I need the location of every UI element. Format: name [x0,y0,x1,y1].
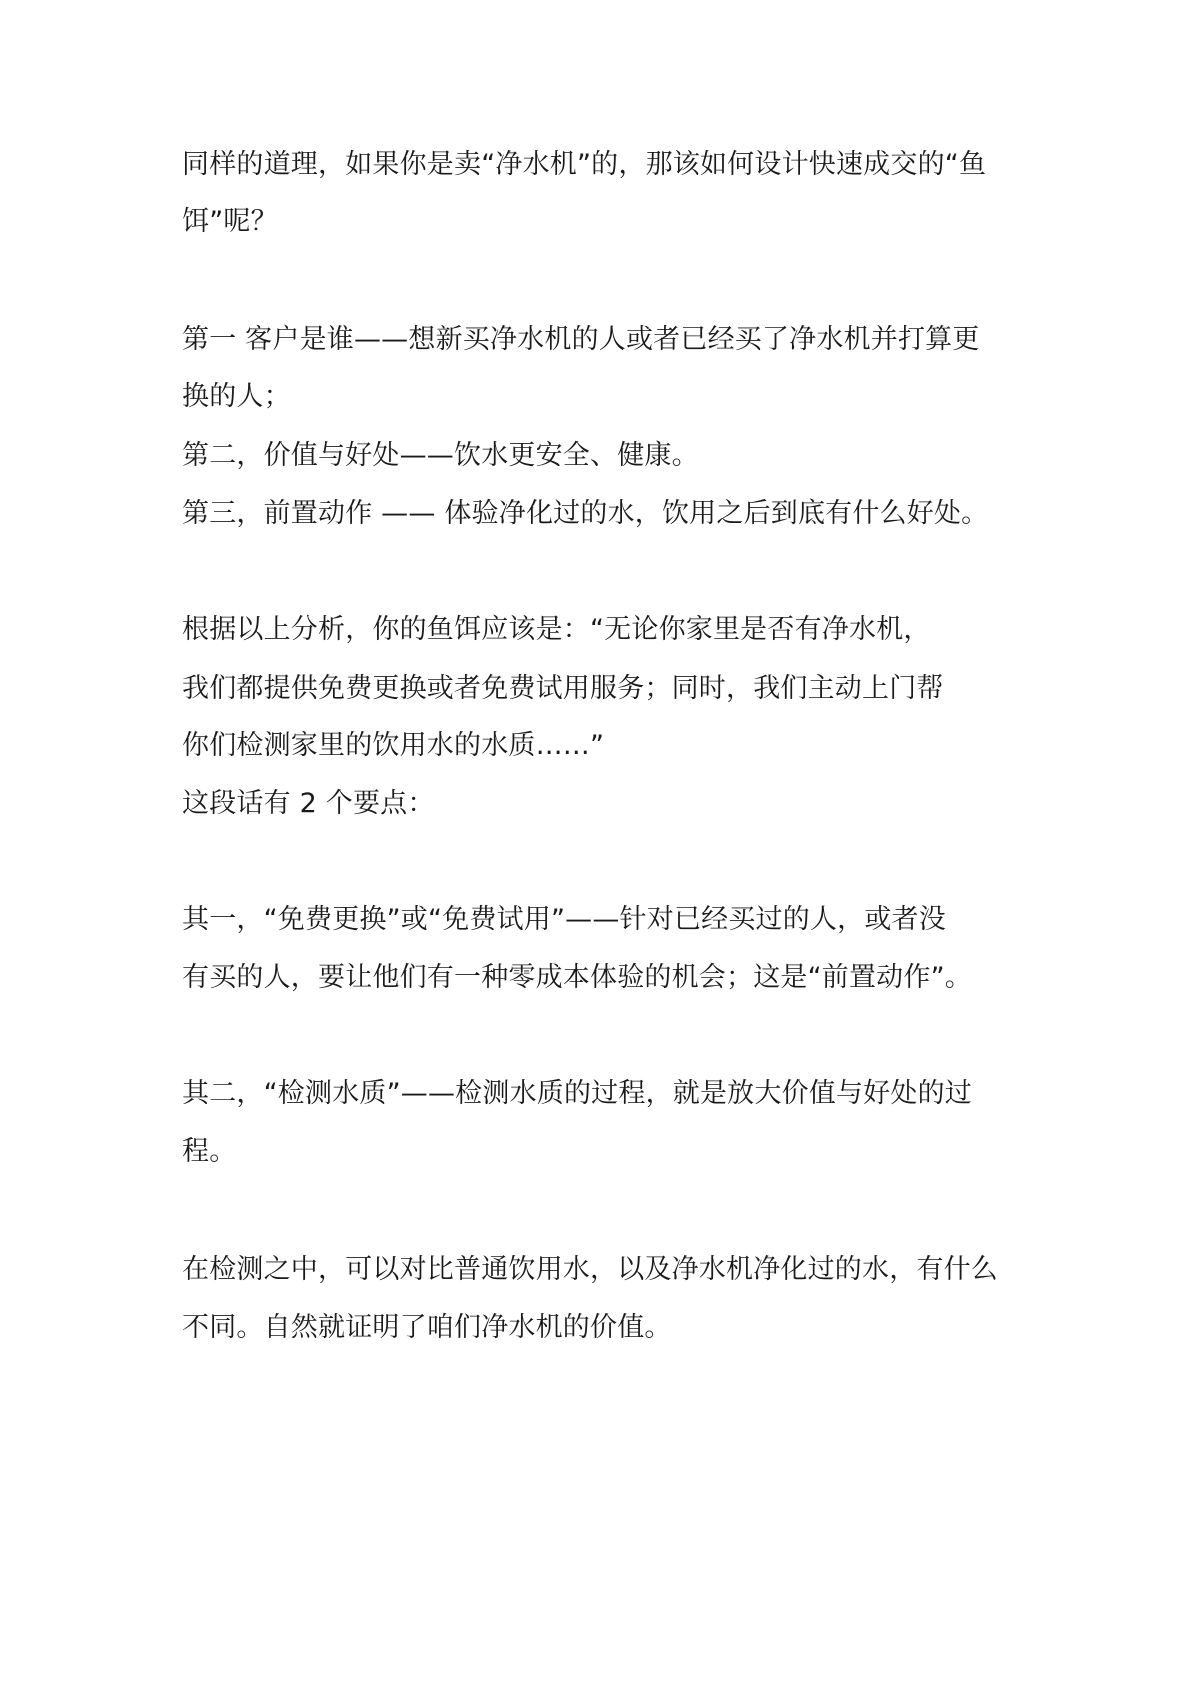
text-line: 第二，价值与好处——饮水更安全、健康。 [182,440,699,471]
text-line: 其一，“免费更换”或“免费试用”——针对已经买过的人，或者没 [182,904,946,935]
text-line: 同样的道理，如果你是卖“净水机”的，那该如何设计快速成交的“鱼 [182,149,987,180]
text-line: 不同。自然就证明了咱们净水机的价值。 [182,1312,672,1343]
text-line: 其二，“检测水质”——检测水质的过程，就是放大价值与好处的过 [182,1078,972,1109]
text-line: 根据以上分析，你的鱼饵应该是：“无论你家里是否有净水机， [182,614,931,645]
text-line: 我们都提供免费更换或者免费试用服务；同时，我们主动上门帮 [182,673,944,704]
text-line: 程。 [182,1136,237,1167]
text-line: 第一 客户是谁——想新买净水机的人或者已经买了净水机并打算更 [182,324,980,355]
text-line: 你们检测家里的饮用水的水质……” [182,730,605,761]
text-line: 饵”呢？ [182,206,278,237]
text-line: 有买的人，要让他们有一种零成本体验的机会；这是“前置动作”。 [182,962,972,993]
text-line: 在检测之中，可以对比普通饮用水，以及净水机净化过的水，有什么 [182,1254,998,1285]
text-line: 换的人； [182,381,291,412]
text-line: 这段话有 2 个要点： [182,788,435,819]
text-line: 第三，前置动作 —— 体验净化过的水，饮用之后到底有什么好处。 [182,498,989,529]
